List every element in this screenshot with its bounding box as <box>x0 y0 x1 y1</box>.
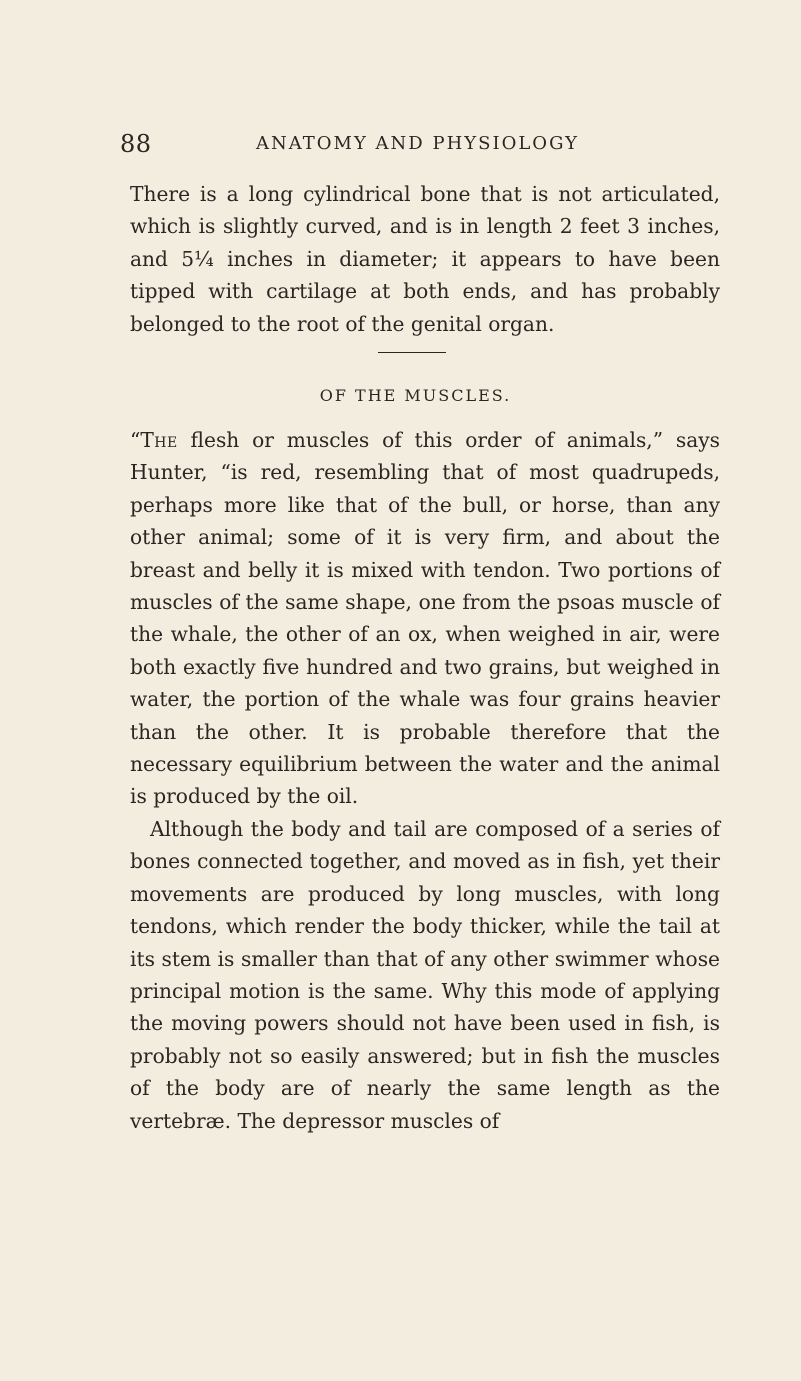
lead-word: The <box>140 428 178 452</box>
paragraph-hunter-quote <box>130 424 720 813</box>
text-block-muscles <box>130 424 720 1137</box>
paragraph-hunter-quote-text: flesh or muscles of this order of animals,” says Hunter, “is red, resembling that of most quadrupeds, perhaps more like that of the bull, or horse, than any other animal; some of it is very firm, and about the breast and belly it is mixed with tendon. Two portions of muscles of the same shape, one from the psoas muscle of the whale, the other of an ox, when weighed in air, were both exactly five hundred and two grains, but weighed in water, the portion of the whale was four grains heavier than the other. It is probable therefore that the necessary equilibrium between the water and the animal is produced by the oil. <box>130 428 720 809</box>
text-block-bones <box>130 178 720 340</box>
section-divider <box>378 352 446 353</box>
running-head <box>120 130 720 160</box>
section-heading: OF THE MUSCLES. <box>319 386 512 405</box>
paragraph-bone: There is a long cylindrical bone that is not articulated, which is slightly curved, and is in length 2 feet 3 inches, and 5¼ inches in diameter; it appears to have been tipped with cartilage at both ends, and has probably belonged to the root of the genital organ. <box>130 182 720 336</box>
paragraph-body-and-tail: Although the body and tail are composed of a series of bones connected together, and moved as in fish, yet their movements are produced by long muscles, with long tendons, which render the body thicker, while the tail at its stem is smaller than that of any other swimmer whose principal motion is the same. Why this mode of applying the moving powers should not have been used in fish, is probably not so easily answered; but in fish the muscles of the body are of nearly the same length as the vertebræ. The depressor muscles of <box>130 816 720 1133</box>
open-quote: “ <box>130 428 141 452</box>
running-title: ANATOMY AND PHYSIOLOGY <box>256 133 580 154</box>
page-number: 88 <box>120 130 152 158</box>
